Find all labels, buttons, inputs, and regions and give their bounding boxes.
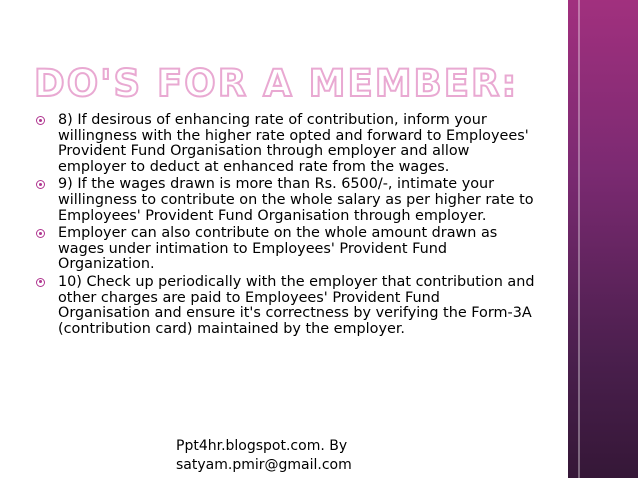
footer-email: satyam.pmir@gmail.com bbox=[176, 457, 352, 473]
footer-line: Ppt4hr.blogspot.com. By bbox=[176, 438, 348, 454]
slide-title: DO'S FOR A MEMBER: bbox=[34, 62, 519, 105]
decorative-stripe bbox=[578, 0, 580, 478]
bullet-icon bbox=[36, 180, 45, 189]
bullet-list bbox=[36, 113, 536, 339]
bullet-text: 9) If the wages drawn is more than Rs. 6500/-, intimate your willingness to contribute on the whole salary as per higher rate to Employees' Provident Fund Organisation through employer. bbox=[58, 176, 534, 224]
bullet-icon bbox=[36, 278, 45, 287]
bullet-item bbox=[36, 226, 536, 273]
footer-credit bbox=[176, 437, 352, 475]
bullet-text: 8) If desirous of enhancing rate of contribution, inform your willingness with the higher rate opted and forward to Employees' Provident Fund Organisation through employer and allow employer to deduct at enhanced rate from the wages. bbox=[58, 112, 529, 175]
bullet-icon bbox=[36, 229, 45, 238]
bullet-item bbox=[36, 275, 536, 337]
bullet-item bbox=[36, 113, 536, 175]
bullet-text: 10) Check up periodically with the employer that contribution and other charges are paid to Employees' Provident Fund Organisation and ensure it's correctness by verifying the Form-3A (contribution card) maintained by the employer. bbox=[58, 273, 535, 337]
bullet-item bbox=[36, 177, 536, 224]
bullet-icon bbox=[36, 116, 45, 125]
bullet-text: Employer can also contribute on the whole amount drawn as wages under intimation to Employees' Provident Fund Organization. bbox=[58, 225, 498, 273]
